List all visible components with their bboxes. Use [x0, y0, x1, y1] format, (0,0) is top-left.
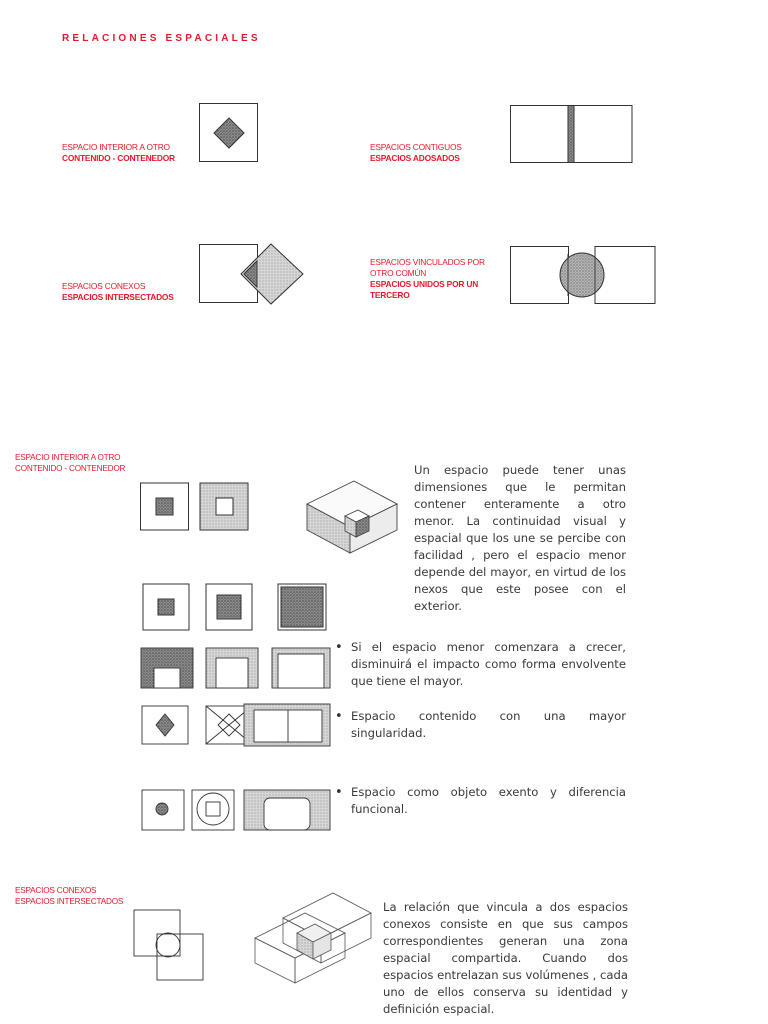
diagram-vinculados [510, 246, 656, 308]
section1-bullet-2: • Espacio contenido con una mayor singularidad. [335, 709, 626, 740]
label-conexos: ESPACIOS CONEXOS ESPACIOS INTERSECTADOS [62, 281, 174, 302]
bullet-dot: • [335, 709, 343, 724]
diagram-conexos [199, 244, 309, 306]
bullet-dot: • [335, 785, 343, 800]
page-title: RELACIONES ESPACIALES [62, 33, 261, 44]
sketch-row2 [140, 582, 335, 634]
sketch-intersect-iso [253, 888, 373, 998]
section1-paragraph: Un espacio puede tener unas dimensiones que le permitan contener enteramente a otro menor. La continuidad visual y espacial que los une se percibe con facilidad , pero el espacio menor depende del mayor, en virtud de los nexos que este posee con el exterior. [414, 463, 626, 613]
sketch-intersect [133, 908, 208, 988]
diagram-contiguos [510, 105, 634, 165]
section1-bullet-3: • Espacio como objeto exento y diferencia funcional. [335, 785, 626, 816]
bullet-dot: • [335, 640, 343, 655]
sketch-row5 [140, 788, 335, 832]
label-contiguos: ESPACIOS CONTIGUOS ESPACIOS ADOSADOS [370, 142, 462, 163]
sketch-row1 [140, 481, 400, 571]
label-vinculados: ESPACIOS VINCULADOS POR OTRO COMÚN ESPACIOS UNIDOS POR UN TERCERO [370, 257, 485, 300]
section2-label: ESPACIOS CONEXOS ESPACIOS INTERSECTADOS [15, 886, 124, 906]
section1-label: ESPACIO INTERIOR A OTRO CONTENIDO - CONTENEDOR [15, 453, 126, 473]
section1-bullet-1: • Si el espacio menor comenzara a crecer, disminuirá el impacto como forma envolvente que tiene el mayor. [335, 640, 626, 688]
section2-paragraph: La relación que vincula a dos espacios conexos consiste en que sus campos correspondientes generan una zona espacial compartida. Cuando dos espacios entrelazan sus volúmenes , cada uno de ellos conserva su identidad y definición espacial. [383, 900, 628, 1016]
sketch-row4 [140, 704, 335, 746]
diagram-interior [199, 103, 259, 163]
label-interior: ESPACIO INTERIOR A OTRO CONTENIDO - CONTENEDOR [62, 142, 175, 163]
sketch-row3 [140, 646, 335, 690]
